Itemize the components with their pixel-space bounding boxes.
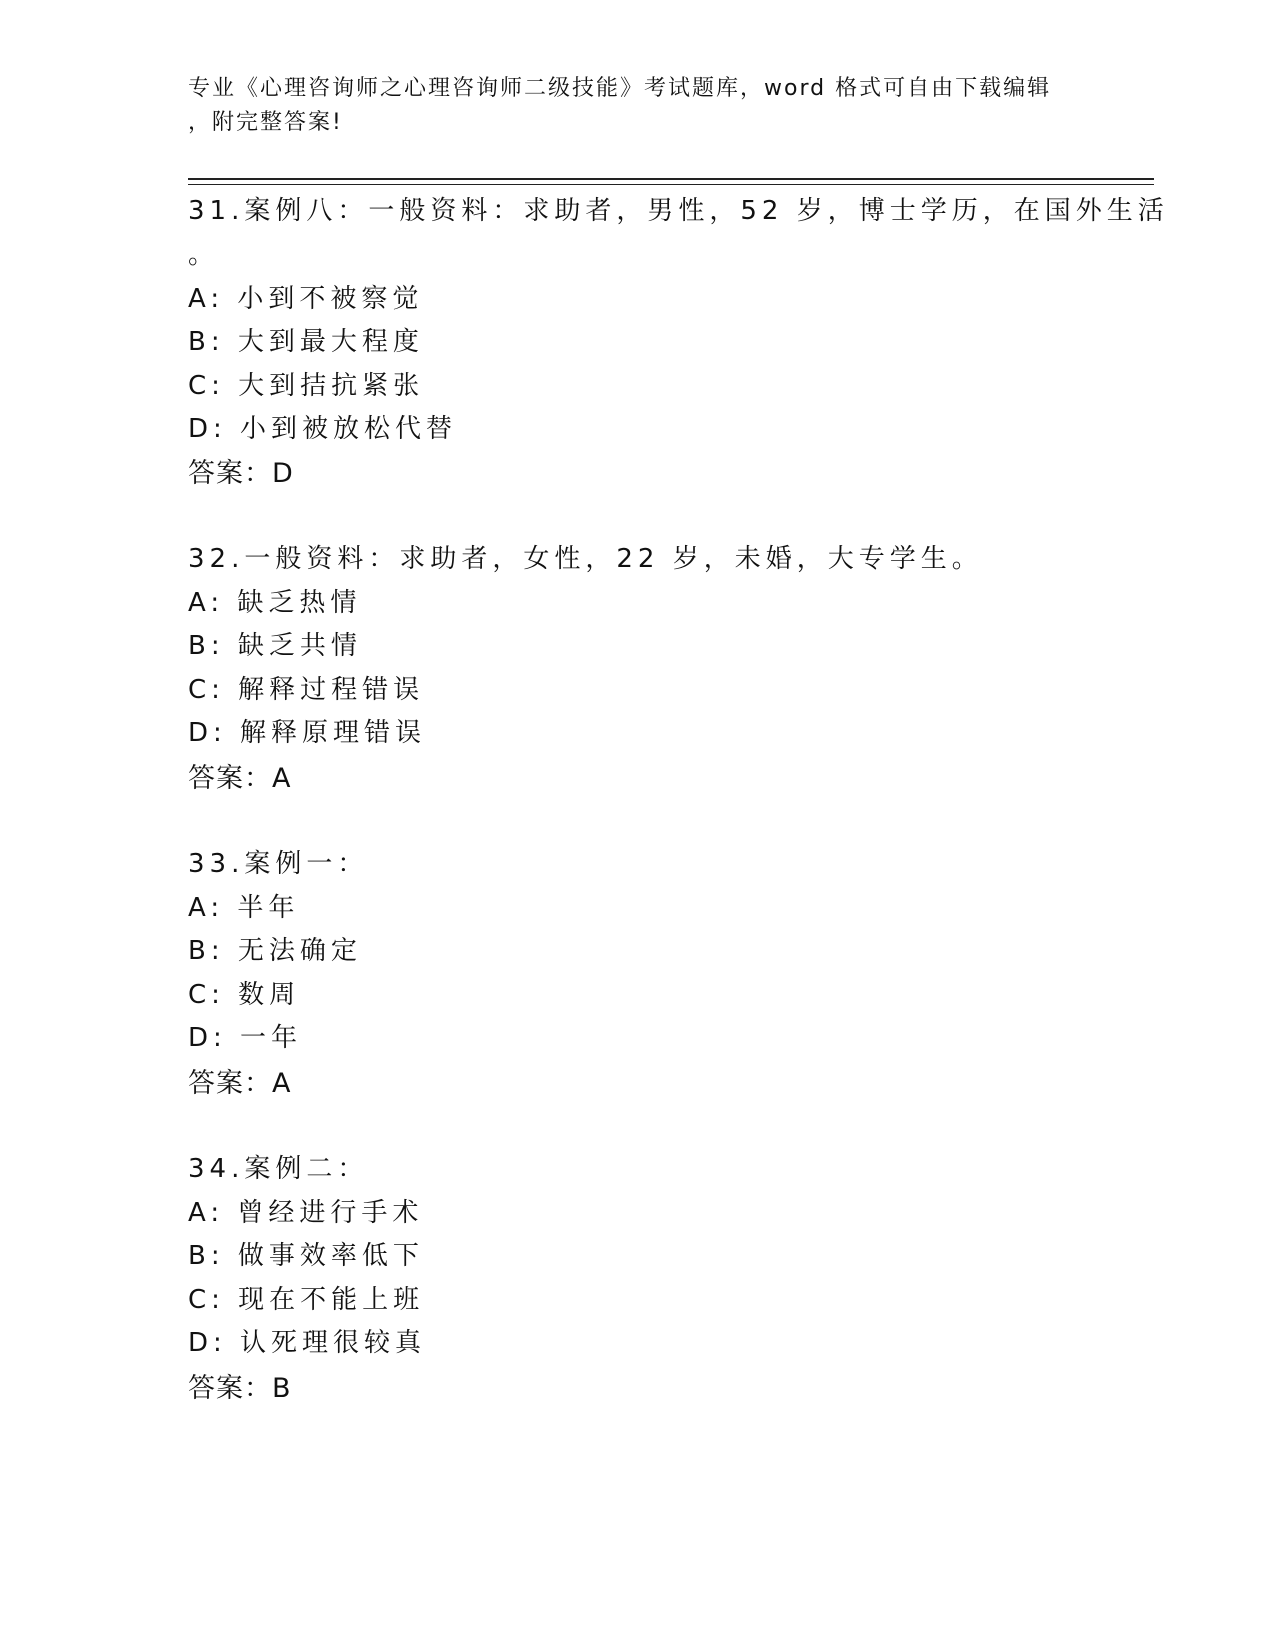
- option-d: D: 一年: [188, 1023, 303, 1053]
- option-d: D: 小到被放松代替: [188, 414, 458, 444]
- document-header: [188, 72, 1068, 140]
- option-a: A: 半年: [188, 893, 300, 923]
- question-stem: 32.一般资料：求助者，女性，22 岁，未婚，大专学生。: [188, 544, 983, 574]
- answer-line: 答案：B: [188, 1373, 292, 1404]
- answer-line: 答案：D: [188, 458, 294, 489]
- option-d: D: 解释原理错误: [188, 718, 427, 748]
- option-a: A: 小到不被察觉: [188, 284, 424, 314]
- header-divider-top: [188, 178, 1154, 180]
- header-line-2: ，附完整答案!: [188, 110, 343, 135]
- option-b: B: 做事效率低下: [188, 1241, 424, 1271]
- option-c: C: 大到拮抗紧张: [188, 371, 425, 401]
- header-divider-bottom: [188, 184, 1154, 185]
- question-stem-continuation: 。: [188, 240, 220, 270]
- option-c: C: 数周: [188, 980, 301, 1010]
- option-b: B: 大到最大程度: [188, 327, 424, 357]
- option-c: C: 现在不能上班: [188, 1285, 425, 1315]
- option-c: C: 解释过程错误: [188, 675, 425, 705]
- question-stem: 34.案例二：: [188, 1154, 369, 1184]
- answer-line: 答案：A: [188, 1068, 292, 1099]
- option-b: B: 无法确定: [188, 936, 362, 966]
- option-d: D: 认死理很较真: [188, 1328, 427, 1358]
- option-a: A: 缺乏热情: [188, 588, 362, 618]
- answer-line: 答案：A: [188, 763, 292, 794]
- question-stem: 31.案例八：一般资料：求助者，男性，52 岁，博士学历，在国外生活: [188, 196, 1169, 226]
- option-a: A: 曾经进行手术: [188, 1198, 424, 1228]
- header-line-1: 专业《心理咨询师之心理咨询师二级技能》考试题库，word 格式可自由下载编辑: [188, 76, 1052, 101]
- question-stem: 33.案例一：: [188, 849, 369, 879]
- option-b: B: 缺乏共情: [188, 631, 362, 661]
